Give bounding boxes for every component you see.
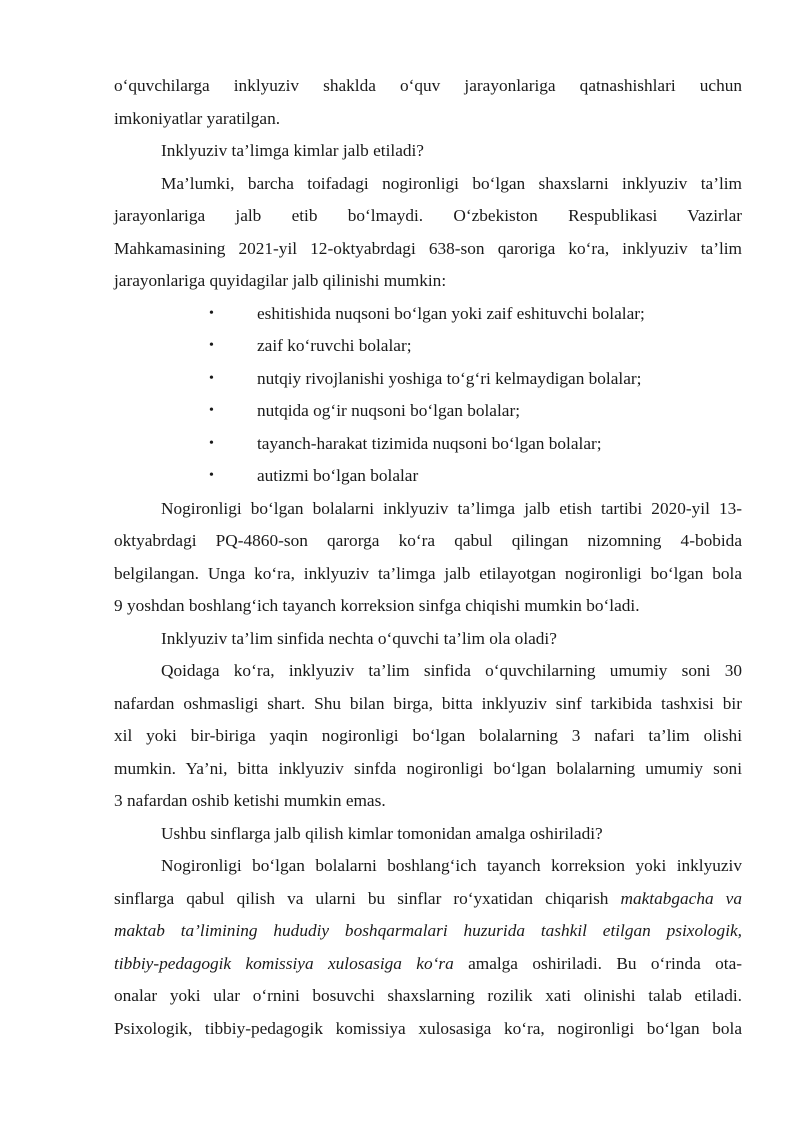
list-item bbox=[114, 395, 742, 428]
text-line: xil yoki bir-biriga yaqin nogironligi bo‘lgan bolalarning 3 nafari ta’lim olishi bbox=[114, 726, 742, 745]
text-line: oktyabrdagi PQ-4860-son qarorga ko‘ra qabul qilingan nizomning 4-bobida bbox=[114, 531, 742, 550]
text-segment: sinflarga qabul qilish va ularni bu sinflar ro‘yxatidan chiqarish bbox=[114, 888, 621, 908]
text-line: o‘quvchilarga inklyuziv shaklda o‘quv jarayonlariga qatnashishlari uchun bbox=[114, 76, 742, 95]
text-line bbox=[114, 915, 742, 948]
italic-text-segment: maktabgacha va bbox=[620, 888, 742, 908]
bullet-icon: • bbox=[209, 305, 214, 321]
question-text: Inklyuziv ta’lim sinfida nechta o‘quvchi ta’lim ola oladi? bbox=[161, 628, 557, 648]
text-line: Qoidaga ko‘ra, inklyuziv ta’lim sinfida o‘quvchilarning umumiy soni 30 bbox=[161, 661, 742, 680]
list-item bbox=[114, 298, 742, 331]
list-item-text: zaif ko‘ruvchi bolalar; bbox=[257, 336, 412, 355]
bullet-icon: • bbox=[209, 370, 214, 386]
text-line: Nogironligi bo‘lgan bolalarni boshlang‘ich tayanch korreksion yoki inklyuziv bbox=[161, 856, 742, 875]
text-line bbox=[114, 883, 742, 916]
list-item-text: tayanch-harakat tizimida nuqsoni bo‘lgan bolalar; bbox=[257, 433, 602, 453]
eligibility-bullet-list bbox=[114, 298, 742, 493]
question-heading-2 bbox=[114, 623, 742, 656]
text-segment: amalga oshiriladi. Bu o‘rinda ota- bbox=[453, 953, 742, 973]
italic-text-segment: maktab ta’limining hududiy boshqarmalari huzurida tashkil etilgan psixologik, bbox=[114, 921, 742, 940]
text-line: belgilangan. Unga ko‘ra, inklyuziv ta’limga jalb etilayotgan nogironligi bo‘lgan bola bbox=[114, 563, 742, 583]
document-page bbox=[114, 70, 742, 1045]
bullet-icon: • bbox=[209, 403, 214, 418]
text-line: imkoniyatlar yaratilgan. bbox=[114, 108, 281, 128]
bullet-icon: • bbox=[209, 338, 214, 353]
paragraph-procedure bbox=[114, 493, 742, 623]
text-line: Ma’lumki, barcha toifadagi nogironligi bo‘lgan shaxslarni inklyuziv ta’lim bbox=[161, 173, 742, 193]
list-item-text: eshitishida nuqsoni bo‘lgan yoki zaif eshituvchi bolalar; bbox=[257, 303, 645, 323]
paragraph-eligibility bbox=[114, 168, 742, 298]
question-text: Inklyuziv ta’limga kimlar jalb etiladi? bbox=[161, 141, 424, 160]
paragraph-intro bbox=[114, 70, 742, 135]
question-heading-1 bbox=[114, 135, 742, 168]
list-item bbox=[114, 428, 742, 461]
text-line: nafardan oshmasligi shart. Shu bilan birga, bitta inklyuziv sinf tarkibida tashxisi bir bbox=[114, 693, 742, 713]
paragraph-admission bbox=[114, 850, 742, 1045]
text-line: 9 yoshdan boshlang‘ich tayanch korreksion sinfga chiqishi mumkin bo‘ladi. bbox=[114, 596, 640, 615]
bullet-icon: • bbox=[209, 435, 214, 451]
paragraph-class-size bbox=[114, 655, 742, 818]
text-line: 3 nafardan oshib ketishi mumkin emas. bbox=[114, 791, 386, 810]
list-item-text: nutqida og‘ir nuqsoni bo‘lgan bolalar; bbox=[257, 401, 521, 420]
text-line: jarayonlariga quyidagilar jalb qilinishi mumkin: bbox=[114, 271, 447, 290]
text-line: Psixologik, tibbiy-pedagogik komissiya xulosasiga ko‘ra, nogironligi bo‘lgan bola bbox=[114, 1018, 742, 1038]
list-item bbox=[114, 363, 742, 396]
text-line: Nogironligi bo‘lgan bolalarni inklyuziv ta’limga jalb etish tartibi 2020-yil 13- bbox=[161, 498, 742, 518]
question-heading-3 bbox=[114, 818, 742, 851]
list-item bbox=[114, 330, 742, 363]
italic-text-segment: tibbiy-pedagogik komissiya xulosasiga ko‘ra bbox=[114, 953, 454, 973]
text-line: jarayonlariga jalb etib bo‘lmaydi. O‘zbekiston Respublikasi Vazirlar bbox=[114, 206, 742, 225]
bullet-icon: • bbox=[209, 468, 214, 483]
list-item-text: nutqiy rivojlanishi yoshiga to‘g‘ri kelmaydigan bolalar; bbox=[257, 368, 642, 388]
list-item bbox=[114, 460, 742, 493]
text-line bbox=[114, 948, 742, 981]
text-line: Mahkamasining 2021-yil 12-oktyabrdagi 638-son qaroriga ko‘ra, inklyuziv ta’lim bbox=[114, 238, 742, 258]
list-item-text: autizmi bo‘lgan bolalar bbox=[257, 466, 419, 485]
question-text: Ushbu sinflarga jalb qilish kimlar tomonidan amalga oshiriladi? bbox=[161, 823, 603, 843]
text-line: mumkin. Ya’ni, bitta inklyuziv sinfda nogironligi bo‘lgan bolalarning umumiy soni bbox=[114, 758, 742, 778]
text-line: onalar yoki ular o‘rnini bosuvchi shaxslarning rozilik xati olinishi talab etiladi. bbox=[114, 986, 742, 1005]
